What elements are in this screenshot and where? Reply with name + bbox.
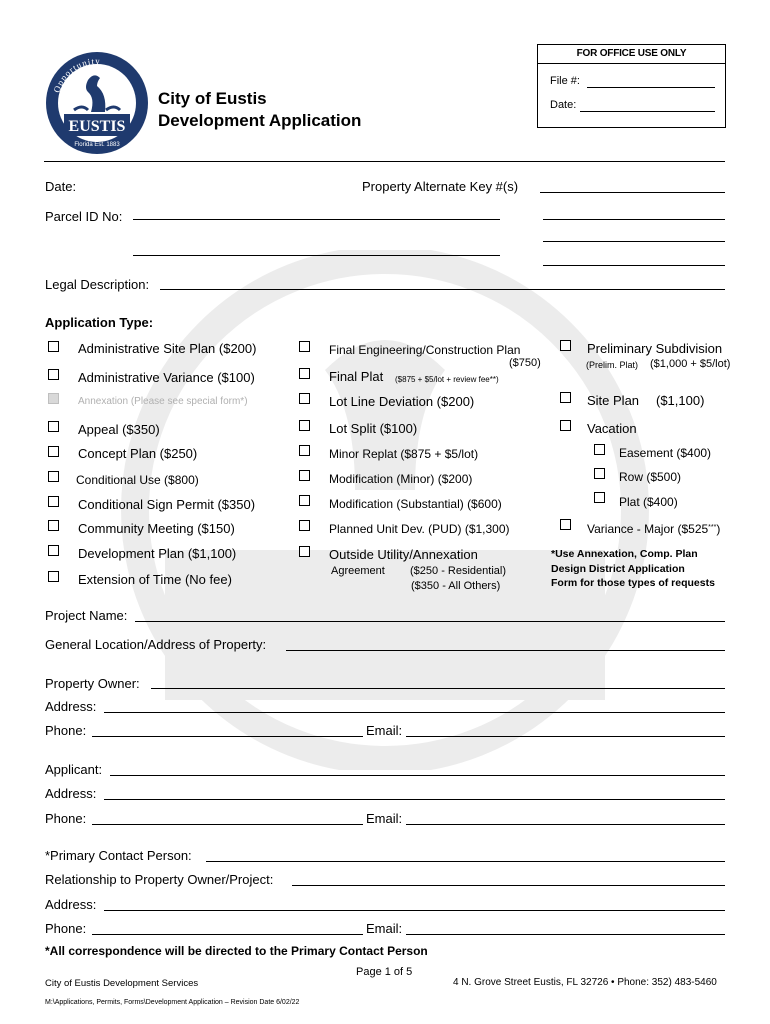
contact-address-field[interactable]	[104, 910, 725, 911]
contact-phone-field[interactable]	[92, 934, 363, 935]
applicant-label: Applicant:	[45, 762, 103, 777]
checkbox-site-plan[interactable]	[560, 392, 571, 403]
applicant-phone-label: Phone:	[45, 811, 87, 826]
checkbox-extension-of-time[interactable]	[48, 571, 59, 582]
label-modification-minor: Modification (Minor) ($200)	[329, 472, 473, 486]
label-prelim-fee: ($1,000 + $5/lot)	[650, 358, 731, 370]
label-plat: Plat ($400)	[619, 495, 678, 509]
date-label: Date:	[45, 179, 77, 194]
checkbox-easement[interactable]	[594, 444, 605, 455]
logo-sub: Florida Est. 1883	[74, 142, 120, 148]
checkbox-lot-line-deviation[interactable]	[299, 393, 310, 404]
label-annexation: Annexation (Please see special form*)	[78, 396, 248, 407]
label-modification-substantial: Modification (Substantial) ($600)	[329, 497, 502, 511]
note-annexation-1: *Use Annexation, Comp. Plan	[551, 548, 698, 560]
checkbox-admin-site-plan[interactable]	[48, 341, 59, 352]
page-number: Page 1 of 5	[356, 966, 413, 978]
header-divider	[44, 161, 725, 162]
footer-address: 4 N. Grove Street Eustis, FL 32726 • Phone: 352) 483-5460	[453, 977, 717, 988]
alt-key-field-4[interactable]	[543, 265, 725, 266]
parcel-field-2[interactable]	[133, 255, 500, 256]
label-outside-utility: Outside Utility/Annexation	[329, 547, 478, 562]
checkbox-final-engineering[interactable]	[299, 341, 310, 352]
alt-key-field-2[interactable]	[543, 219, 725, 220]
label-site-plan-fee: ($1,100)	[656, 393, 705, 408]
checkbox-development-plan[interactable]	[48, 545, 59, 556]
label-development-plan: Development Plan ($1,100)	[78, 546, 237, 561]
city-seal-logo	[44, 50, 150, 156]
checkbox-outside-utility[interactable]	[299, 546, 310, 557]
owner-field[interactable]	[151, 688, 725, 689]
label-preliminary-subdivision: Preliminary Subdivision	[587, 341, 723, 356]
checkbox-variance-major[interactable]	[560, 519, 571, 530]
checkbox-appeal[interactable]	[48, 421, 59, 432]
svg-text:Opportunity: Opportunity	[51, 55, 101, 94]
footer-department: City of Eustis Development Services	[45, 978, 199, 989]
legal-field[interactable]	[160, 289, 725, 290]
contact-email-label: Email:	[366, 921, 403, 936]
label-final-plat: Final Plat	[329, 369, 384, 384]
checkbox-lot-split[interactable]	[299, 420, 310, 431]
alt-key-field-1[interactable]	[540, 192, 725, 193]
checkbox-vacation[interactable]	[560, 420, 571, 431]
alt-key-field-3[interactable]	[543, 241, 725, 242]
relationship-label: Relationship to Property Owner/Project:	[45, 872, 274, 887]
office-use-box	[537, 44, 726, 128]
label-conditional-sign: Conditional Sign Permit ($350)	[78, 497, 256, 512]
parcel-field-1[interactable]	[133, 219, 500, 220]
label-lot-line-deviation: Lot Line Deviation ($200)	[329, 394, 475, 409]
office-file-field[interactable]	[587, 87, 715, 88]
footer-path: M:\Applications, Permits, Forms\Development Application – Revision Date 6/02/22	[45, 999, 300, 1006]
checkbox-modification-substantial[interactable]	[299, 495, 310, 506]
location-label: General Location/Address of Property:	[45, 637, 267, 652]
checkbox-admin-variance[interactable]	[48, 369, 59, 380]
label-admin-site-plan: Administrative Site Plan ($200)	[78, 341, 257, 356]
owner-email-field[interactable]	[406, 736, 725, 737]
project-name-field[interactable]	[135, 621, 725, 622]
applicant-address-label: Address:	[45, 786, 97, 801]
label-prelim-plat: (Prelim. Plat)	[586, 360, 639, 370]
checkbox-row[interactable]	[594, 468, 605, 479]
label-extension-of-time: Extension of Time (No fee)	[78, 572, 232, 587]
parcel-label: Parcel ID No:	[45, 209, 123, 224]
label-concept-plan: Concept Plan ($250)	[78, 446, 198, 461]
owner-phone-label: Phone:	[45, 723, 87, 738]
label-pud: Planned Unit Dev. (PUD) ($1,300)	[329, 522, 510, 536]
checkbox-minor-replat[interactable]	[299, 445, 310, 456]
legal-label: Legal Description:	[45, 277, 150, 292]
checkbox-plat[interactable]	[594, 492, 605, 503]
project-name-label: Project Name:	[45, 608, 128, 623]
contact-label: *Primary Contact Person:	[45, 848, 192, 863]
label-minor-replat: Minor Replat ($875 + $5/lot)	[329, 447, 479, 461]
label-lot-split: Lot Split ($100)	[329, 421, 418, 436]
checkbox-modification-minor[interactable]	[299, 470, 310, 481]
note-annexation-3: Form for those types of requests	[551, 577, 715, 589]
contact-field[interactable]	[206, 861, 725, 862]
city-name: City of Eustis	[158, 89, 267, 108]
label-final-engineering: Final Engineering/Construction Plan	[329, 343, 521, 357]
checkbox-preliminary-subdivision[interactable]	[560, 340, 571, 351]
label-variance-major: Variance - Major ($525***)	[587, 522, 721, 536]
applicant-phone-field[interactable]	[92, 824, 363, 825]
checkbox-conditional-use[interactable]	[48, 471, 59, 482]
owner-address-label: Address:	[45, 699, 97, 714]
label-final-engineering-fee: ($750)	[509, 357, 541, 369]
office-date-label: Date:	[550, 99, 577, 111]
checkbox-conditional-sign[interactable]	[48, 496, 59, 507]
label-row: Row ($500)	[619, 470, 682, 484]
logo-name: EUSTIS	[68, 118, 126, 135]
applicant-email-field[interactable]	[406, 824, 725, 825]
checkbox-annexation	[48, 393, 59, 404]
applicant-email-label: Email:	[366, 811, 403, 826]
label-agreement: Agreement	[331, 565, 385, 577]
applicant-address-field[interactable]	[104, 799, 725, 800]
application-type-heading: Application Type:	[45, 315, 154, 330]
checkbox-community-meeting[interactable]	[48, 520, 59, 531]
checkbox-final-plat[interactable]	[299, 368, 310, 379]
contact-address-label: Address:	[45, 897, 97, 912]
contact-phone-label: Phone:	[45, 921, 87, 936]
form-title: Development Application	[158, 111, 362, 130]
label-site-plan: Site Plan	[587, 393, 640, 408]
owner-address-field[interactable]	[104, 712, 725, 713]
label-community-meeting: Community Meeting ($150)	[78, 521, 235, 536]
relationship-field[interactable]	[292, 885, 725, 886]
owner-email-label: Email:	[366, 723, 403, 738]
office-header: FOR OFFICE USE ONLY	[538, 45, 725, 64]
label-agreement-fee-others: ($350 - All Others)	[411, 580, 501, 592]
label-easement: Easement ($400)	[619, 446, 712, 460]
note-annexation-2: Design District Application	[551, 563, 685, 575]
label-agreement-fee-residential: ($250 - Residential)	[410, 565, 506, 577]
checkbox-pud[interactable]	[299, 520, 310, 531]
checkbox-concept-plan[interactable]	[48, 446, 59, 457]
office-file-label: File #:	[550, 75, 580, 87]
owner-phone-field[interactable]	[92, 736, 363, 737]
label-final-plat-fee: ($875 + $5/lot + review fee**)	[395, 375, 499, 384]
alt-key-label: Property Alternate Key #(s)	[362, 179, 519, 194]
contact-email-field[interactable]	[406, 934, 725, 935]
office-date-field[interactable]	[580, 111, 715, 112]
location-field[interactable]	[286, 650, 725, 651]
label-admin-variance: Administrative Variance ($100)	[78, 370, 255, 385]
correspondence-note: *All correspondence will be directed to the Primary Contact Person	[45, 944, 428, 958]
applicant-field[interactable]	[110, 775, 725, 776]
owner-label: Property Owner:	[45, 676, 140, 691]
label-appeal: Appeal ($350)	[78, 422, 160, 437]
label-conditional-use: Conditional Use ($800)	[76, 473, 199, 487]
label-vacation: Vacation	[587, 421, 637, 436]
